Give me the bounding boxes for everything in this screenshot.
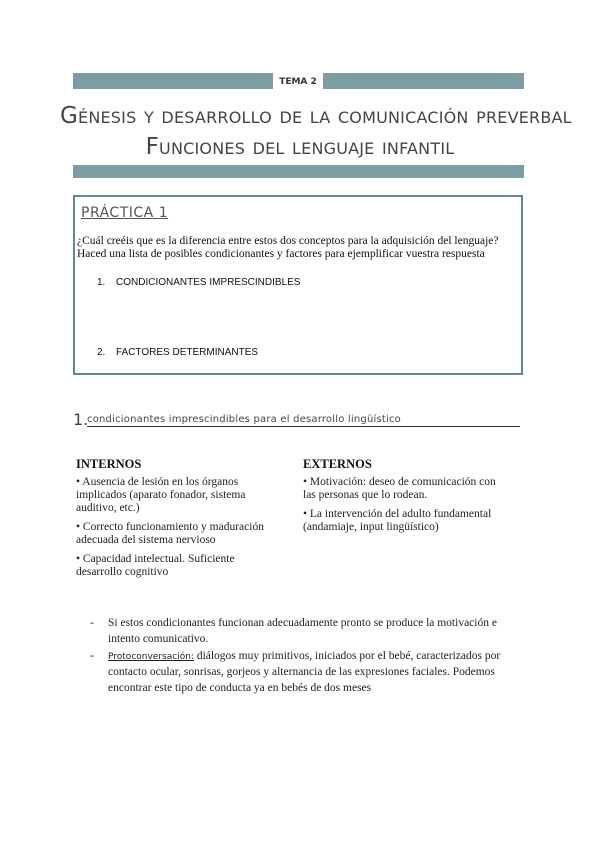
note-2-line2: contacto ocular, sonrisas, gorjeos y alternancia de las expresiones faciales. Podemos — [108, 666, 495, 678]
internos-item-3-line2: desarrollo cognitivo — [76, 566, 169, 578]
internos-item-2-line1: • Correcto funcionamiento y maduración — [76, 521, 264, 533]
practice-question-line2: Haced una lista de posibles condicionantes y factores para ejemplificar vuestra respuesta — [77, 248, 485, 260]
externos-item-2-line1: • La intervención del adulto fundamental — [303, 508, 492, 520]
externos-item-1-line1: • Motivación: deseo de comunicación con — [303, 476, 496, 488]
practice-item-1 — [97, 277, 300, 288]
practice-title: PRÁCTICA 1 — [81, 205, 169, 221]
practice-item-2 — [97, 347, 258, 358]
internos-item-1-line2: implicados (aparato fonador, sistema — [76, 489, 246, 501]
externos-item-2-line2: (andamiaje, input lingüístico) — [303, 521, 439, 533]
note-2-line1-text: diálogos muy primitivos, iniciados por el bebé, caracterizados por — [193, 650, 501, 662]
practice-item-label: FACTORES DETERMINANTES — [116, 347, 259, 358]
internos-item-2-line2: adecuada del sistema nervioso — [76, 534, 216, 546]
page-title-line1: Génesis y desarrollo de la comunicación preverbal — [60, 103, 572, 129]
protoconversacion-term: Protoconversación: — [108, 652, 194, 662]
note-1-line2: intento comunicativo. — [108, 633, 209, 645]
header-bar-right — [323, 73, 524, 89]
internos-item-3-line1: • Capacidad intelectual. Suficiente — [76, 553, 235, 565]
note-2-line1 — [108, 648, 528, 665]
title-underline-bar — [73, 165, 524, 178]
note-1-bullet: - — [90, 615, 94, 629]
header-bar-left — [73, 73, 273, 89]
section-number: 1. — [73, 410, 89, 429]
note-2-bullet: - — [90, 648, 94, 662]
practice-item-number: 1. — [97, 277, 106, 288]
section-title: condicionantes imprescindibles para el desarrollo lingüístico — [87, 414, 520, 427]
practice-question-line1: ¿Cuál creéis que es la diferencia entre estos dos conceptos para la adquisición del lenguaje? — [77, 235, 499, 247]
page-title-line2: Funciones del lenguaje infantil — [145, 134, 455, 160]
note-2-line3: encontrar este tipo de conducta ya en bebés de dos meses — [108, 682, 372, 694]
externos-item-1-line2: las personas que lo rodean. — [303, 489, 428, 501]
internos-heading: INTERNOS — [76, 457, 142, 471]
internos-item-1-line1: • Ausencia de lesión en los órganos — [76, 476, 239, 488]
externos-heading: EXTERNOS — [303, 457, 372, 471]
internos-item-1-line3: auditivo, etc.) — [76, 502, 140, 514]
topic-label: TEMA 2 — [279, 77, 317, 87]
practice-box — [73, 195, 523, 375]
practice-item-number: 2. — [97, 347, 106, 358]
practice-item-label: CONDICIONANTES IMPRESCINDIBLES — [116, 277, 301, 288]
note-1-line1: Si estos condicionantes funcionan adecuadamente pronto se produce la motivación e — [108, 617, 497, 629]
